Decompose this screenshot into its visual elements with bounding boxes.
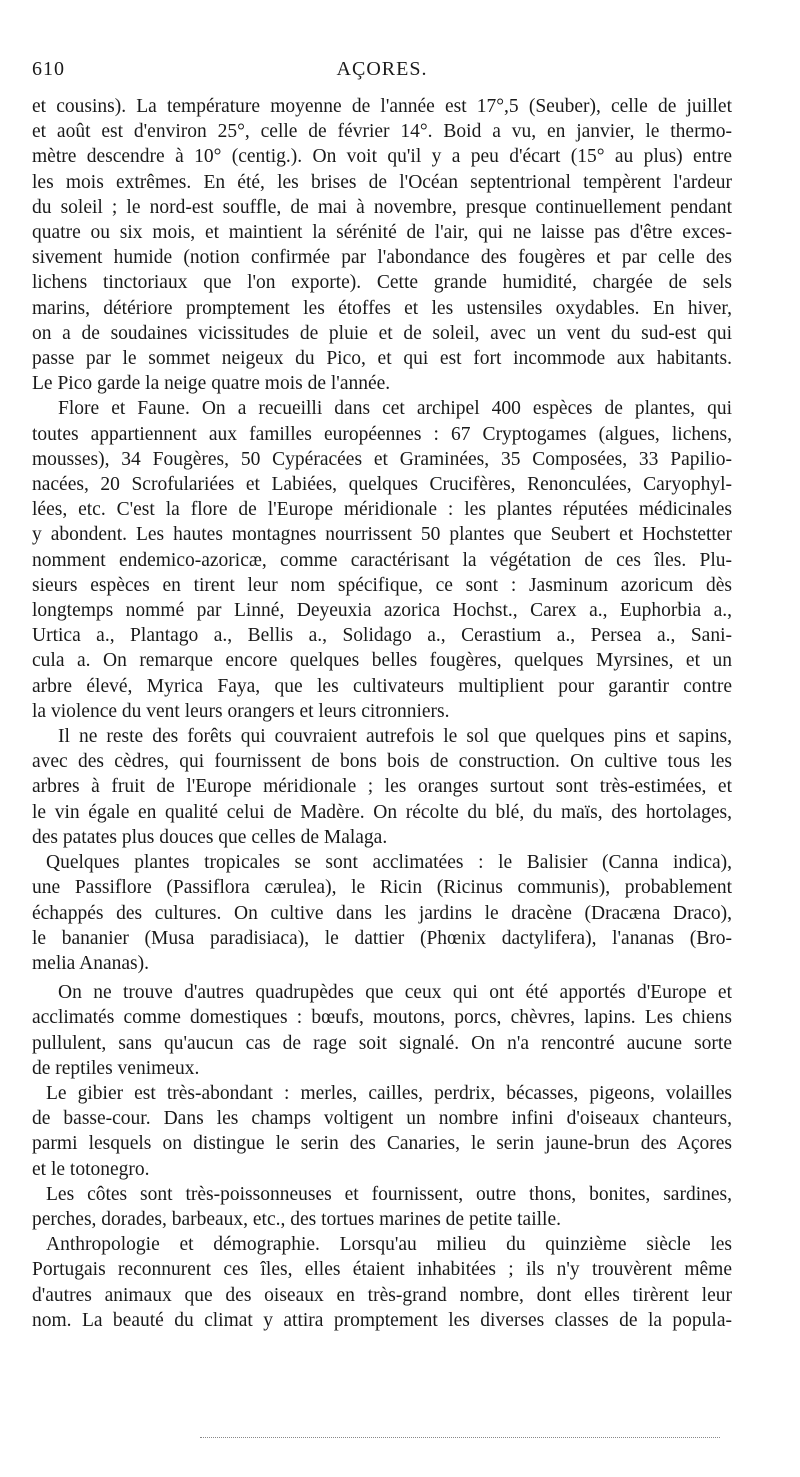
text-line: arbres à fruit de l'Europe méridionale ; les oranges surtout sont très-estimées, et <box>32 776 732 798</box>
page-header <box>32 58 732 94</box>
text-line: Il ne reste des forêts qui couvraient autrefois le sol que quelques pins et sapins, <box>58 726 732 748</box>
text-line: nacées, 20 Scrofulariées et Labiées, quelques Crucifères, Renonculées, Caryophyl- <box>32 474 732 496</box>
text-line: melia Ananas). <box>32 952 149 974</box>
text-line: échappés des cultures. On cultive dans les jardins le dracène (Dracæna Draco), <box>32 902 732 924</box>
text-line: marins, détériore promptement les étoffes et les ustensiles oxydables. En hiver, <box>32 297 732 319</box>
text-line: On ne trouve d'autres quadrupèdes que ceux qui ont été apportés d'Europe et <box>58 982 732 1004</box>
text-line: toutes appartiennent aux familles européennes : 67 Cryptogames (algues, lichens, <box>32 423 732 445</box>
text-line: et le totonegro. <box>32 1158 150 1180</box>
text-line: avec des cèdres, qui fournissent de bons bois de construction. On cultive tous les <box>32 751 732 773</box>
text-line: passe par le sommet neigeux du Pico, et qui est fort incommode aux habitants. <box>32 348 732 370</box>
text-line: les mois extrêmes. En été, les brises de l'Océan septentrional tempèrent l'ardeur <box>32 171 732 193</box>
page <box>32 58 732 1333</box>
text-line: le vin égale en qualité celui de Madère. On récolte du blé, du maïs, des hortolages, <box>32 801 732 823</box>
text-line: quatre ou six mois, et maintient la sérénité de l'air, qui ne laisse pas d'être exces- <box>32 222 732 244</box>
text-line: une Passiflore (Passiflora cærulea), le Ricin (Ricinus communis), probablement <box>32 877 732 899</box>
text-line: et août est d'environ 25°, celle de février 14°. Boid a vu, en janvier, le thermo- <box>32 121 732 143</box>
text-line: mousses), 34 Fougères, 50 Cypéracées et Graminées, 35 Composées, 33 Papilio- <box>32 448 732 470</box>
text-line: et cousins). La température moyenne de l'année est 17°,5 (Seuber), celle de juillet <box>32 96 732 117</box>
text-line: Le gibier est très-abondant : merles, cailles, perdrix, bécasses, pigeons, volailles <box>46 1082 732 1104</box>
text-line: de reptiles venimeux. <box>32 1057 200 1079</box>
text-line: de basse-cour. Dans les champs voltigent un nombre infini d'oiseaux chanteurs, <box>32 1108 732 1130</box>
running-title: AÇORES. <box>336 58 428 80</box>
text-line: acclimatés comme domestiques : bœufs, moutons, porcs, chèvres, lapins. Les chiens <box>32 1007 732 1029</box>
text-line: Les côtes sont très-poissonneuses et fournissent, outre thons, bonites, sardines, <box>46 1183 732 1205</box>
text-line: y abondent. Les hautes montagnes nourrissent 50 plantes que Seubert et Hochstetter <box>32 524 732 546</box>
section-anthropologie: Anthropologie et démographie. Lorsqu'au milieu du quinzième siècle les <box>46 1234 732 1256</box>
text-line: nomment endemico-azoricæ, comme caractérisant la végétation de ces îles. Plu- <box>32 549 732 571</box>
text-line: Portugais reconnurent ces îles, elles étaient inhabitées ; ils n'y trouvèrent même <box>32 1259 732 1281</box>
text-line: perches, dorades, barbeaux, etc., des tortues marines de petite taille. <box>32 1208 561 1230</box>
text-line: le bananier (Musa paradisiaca), le dattier (Phœnix dactylifera), l'ananas (Bro- <box>32 927 732 949</box>
text-line: pullulent, sans qu'aucun cas de rage soit signalé. On n'a rencontré aucune sorte <box>32 1032 732 1054</box>
text-line: arbre élevé, Myrica Faya, que les cultivateurs multiplient pour garantir contre <box>32 675 732 697</box>
text-line: du soleil ; le nord-est souffle, de mai à novembre, presque continuellement pendant <box>32 196 732 218</box>
text-line: cula a. On remarque encore quelques belles fougères, quelques Myrsines, et un <box>32 650 732 672</box>
text-line: Quelques plantes tropicales se sont acclimatées : le Balisier (Canna indica), <box>46 852 732 874</box>
footer-divider <box>200 1437 720 1438</box>
text-line: des patates plus douces que celles de Malaga. <box>32 826 388 848</box>
text-line: sieurs espèces en tirent leur nom spécifique, ce sont : Jasminum azoricum dès <box>32 574 732 596</box>
text-line: la violence du vent leurs orangers et leurs citronniers. <box>32 700 450 722</box>
body-text <box>32 94 732 1333</box>
text-line: lées, etc. C'est la flore de l'Europe méridionale : les plantes réputées médicinales <box>32 499 732 521</box>
text-line: mètre descendre à 10° (centig.). On voit qu'il y a peu d'écart (15° au plus) entre <box>32 146 732 168</box>
text-line: nom. La beauté du climat y attira promptement les diverses classes de la popula- <box>32 1309 732 1331</box>
text-line: d'autres animaux que des oiseaux en très-grand nombre, dont elles tirèrent leur <box>32 1284 732 1306</box>
page-number: 610 <box>32 58 65 80</box>
text-line: longtemps nommé par Linné, Deyeuxia azorica Hochst., Carex a., Euphorbia a., <box>32 600 732 622</box>
text-line: sivement humide (notion confirmée par l'abondance des fougères et par celle des <box>32 247 732 269</box>
section-flore-et-faune: Flore et Faune. On a recueilli dans cet archipel 400 espèces de plantes, qui <box>58 398 732 420</box>
text-line: Le Pico garde la neige quatre mois de l'année. <box>32 373 391 395</box>
text-line: lichens tinctoriaux que l'on exporte). Cette grande humidité, chargée de sels <box>32 272 732 294</box>
text-line: parmi lesquels on distingue le serin des Canaries, le serin jaune-brun des Açores <box>32 1133 732 1155</box>
text-line: on a de soudaines vicissitudes de pluie et de soleil, avec un vent du sud-est qui <box>32 322 732 344</box>
text-line: Urtica a., Plantago a., Bellis a., Solidago a., Cerastium a., Persea a., Sani- <box>32 625 732 647</box>
